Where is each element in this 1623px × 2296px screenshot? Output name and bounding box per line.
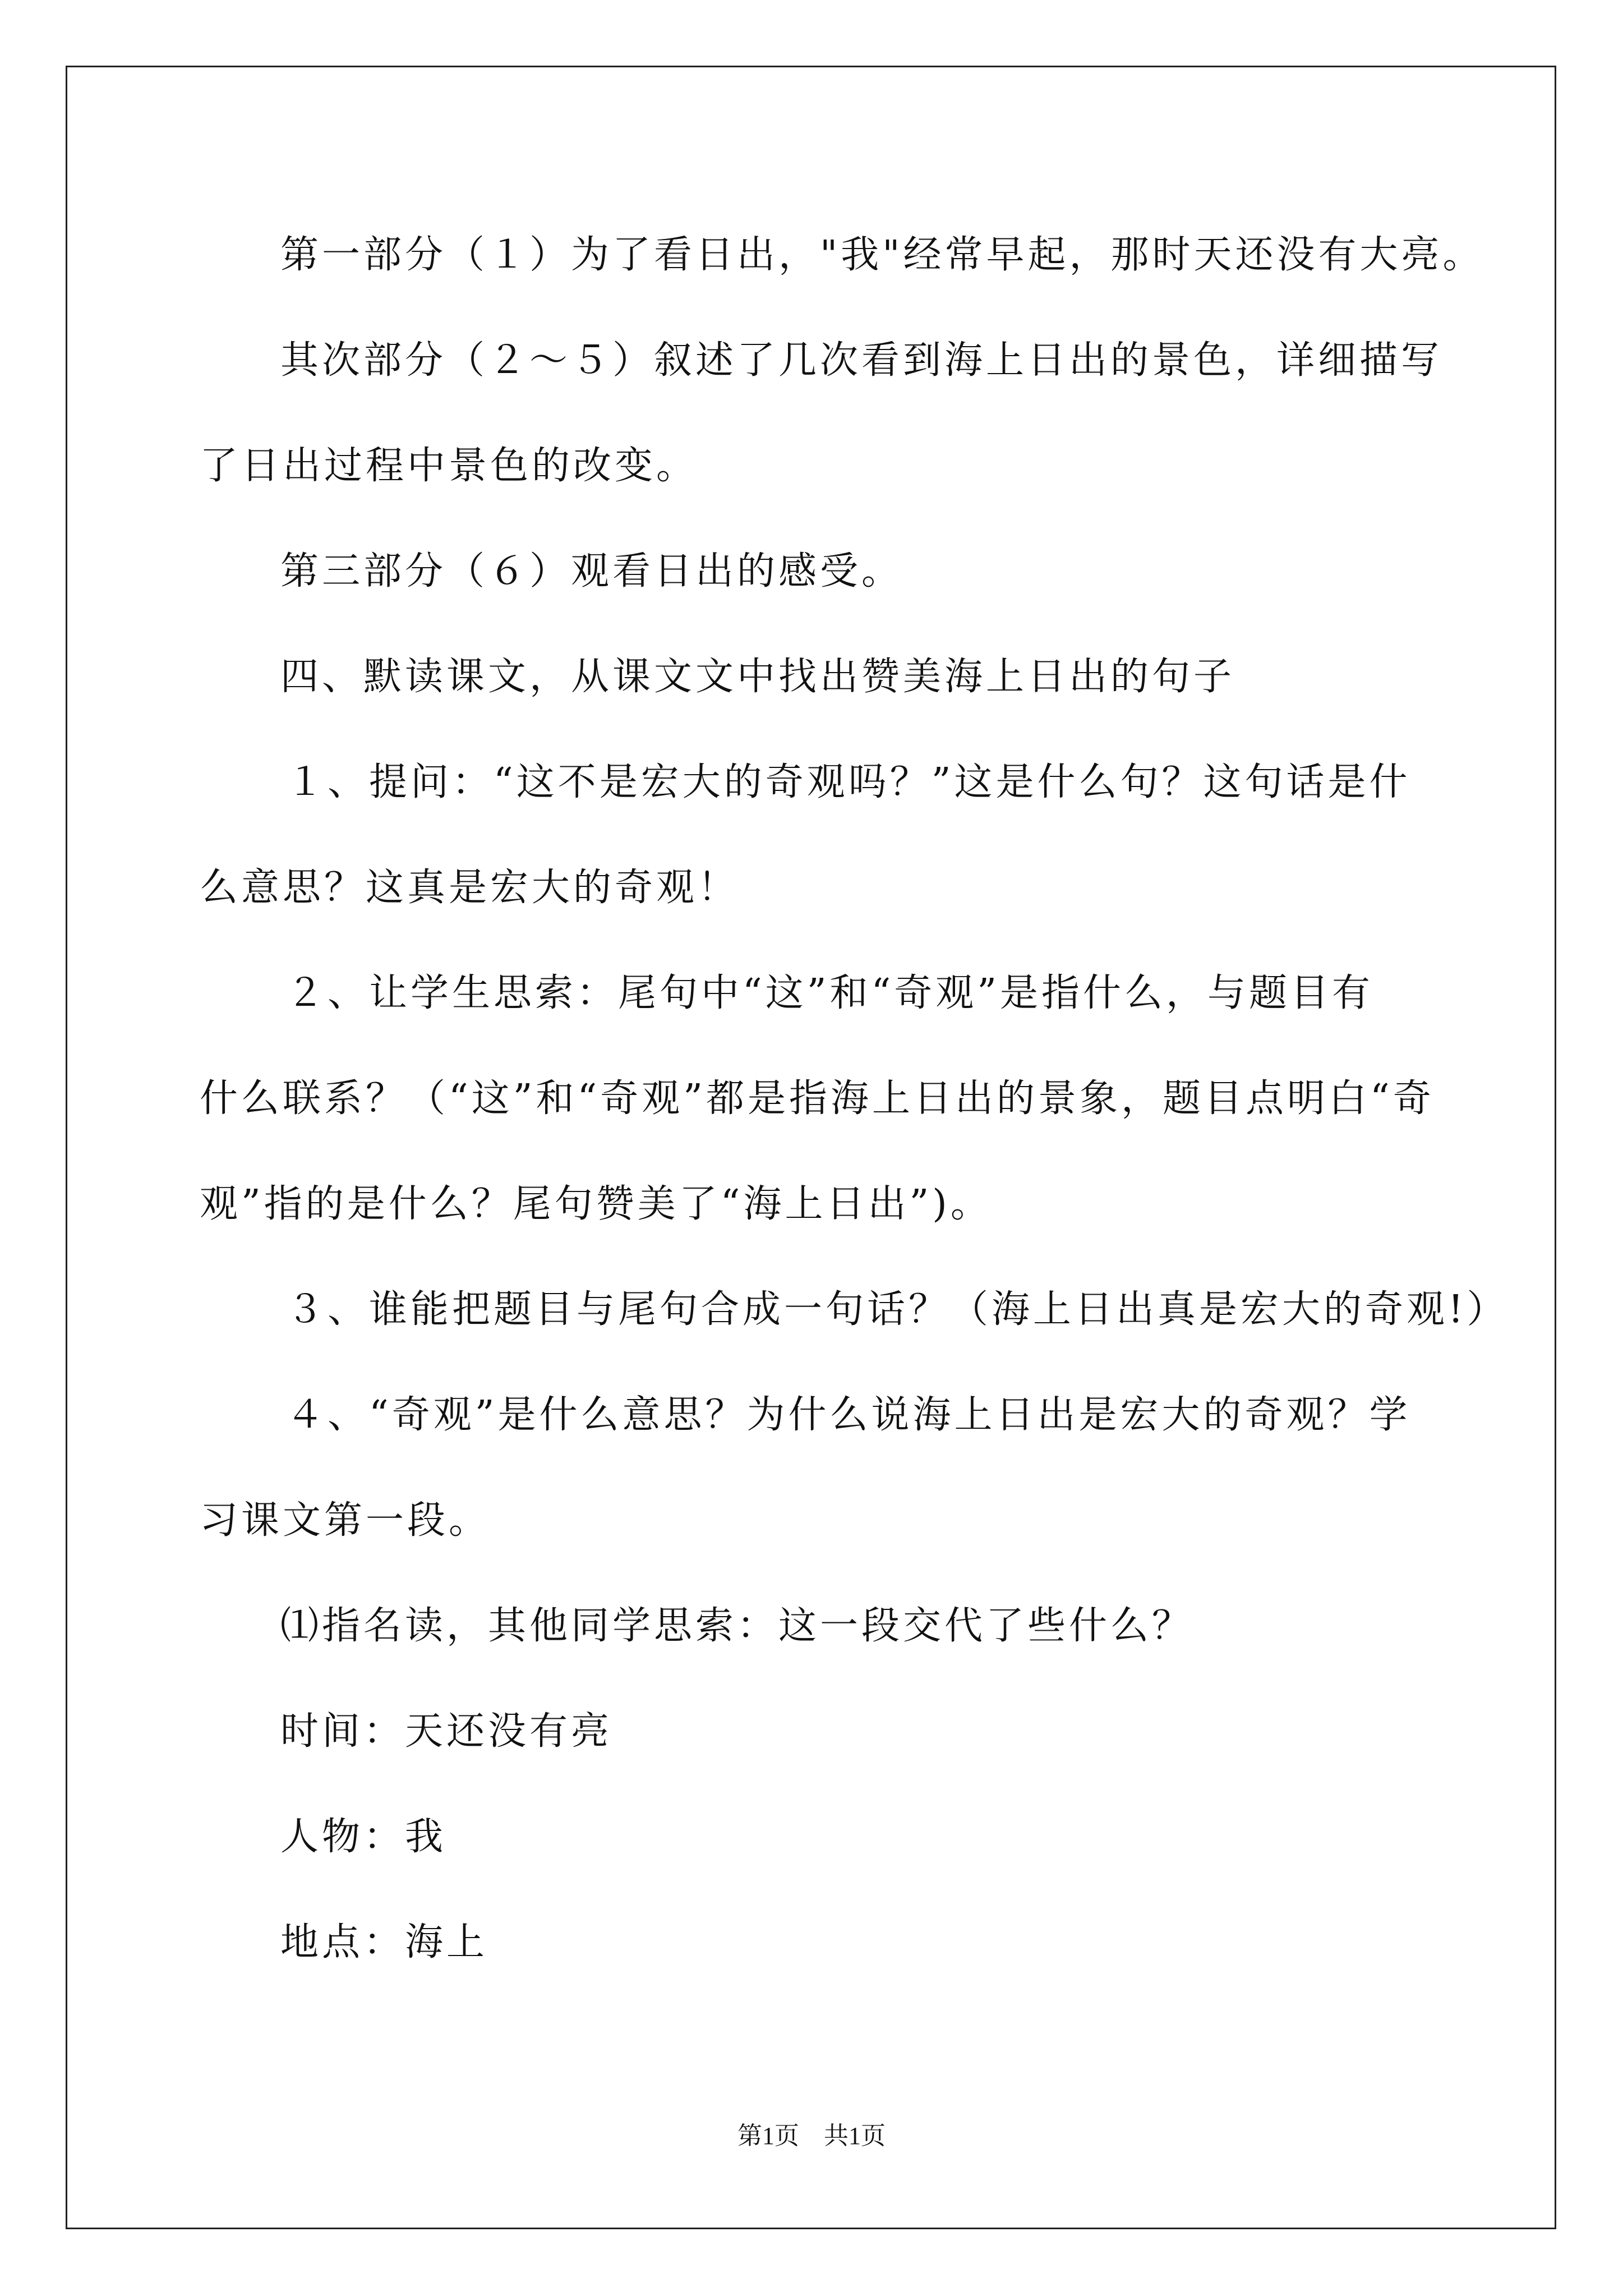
paragraph-part-one: 第一部分（１）为了看日出，"我"经常早起，那时天还没有大亮。 [280, 233, 1484, 277]
item-four-continued: 习课文第一段。 [200, 1498, 491, 1543]
item-two-continued-2: 观”指的是什么？尾句赞美了“海上日出”)。 [200, 1182, 992, 1226]
section-heading-four: 四、默读课文，从课文文中找出赞美海上日出的句子 [280, 655, 1235, 699]
detail-place: 地点：海上 [280, 1920, 488, 1964]
item-one: １、提问：“这不是宏大的奇观吗？”这是什么句？这句话是什 [286, 760, 1411, 804]
item-four: ４、“奇观”是什么意思？为什么说海上日出是宏大的奇观？学 [286, 1393, 1411, 1437]
item-three: ３、谁能把题目与尾句合成一句话？（海上日出真是宏大的奇观!） [286, 1287, 1509, 1332]
paragraph-part-two-continued: 了日出过程中景色的改变。 [200, 444, 698, 488]
detail-person: 人物：我 [280, 1815, 447, 1859]
item-one-continued: 么意思？这真是宏大的奇观！ [200, 866, 740, 910]
paragraph-part-two: 其次部分（２～５）叙述了几次看到海上日出的景色，详细描写 [280, 338, 1443, 383]
item-two-continued: 什么联系？（“这”和“奇观”都是指海上日出的景象，题目点明白“奇 [200, 1076, 1435, 1121]
item-two: ２、让学生思索：尾句中“这”和“奇观”是指什么，与题目有 [286, 971, 1374, 1015]
paragraph-part-three: 第三部分（６）观看日出的感受。 [280, 549, 903, 593]
sub-item-one: ⑴指名读，其他同学思索：这一段交代了些什么？ [280, 1604, 1194, 1648]
page-number-footer: 第1页 共1页 [737, 2122, 886, 2150]
detail-time: 时间：天还没有亮 [280, 1709, 613, 1754]
